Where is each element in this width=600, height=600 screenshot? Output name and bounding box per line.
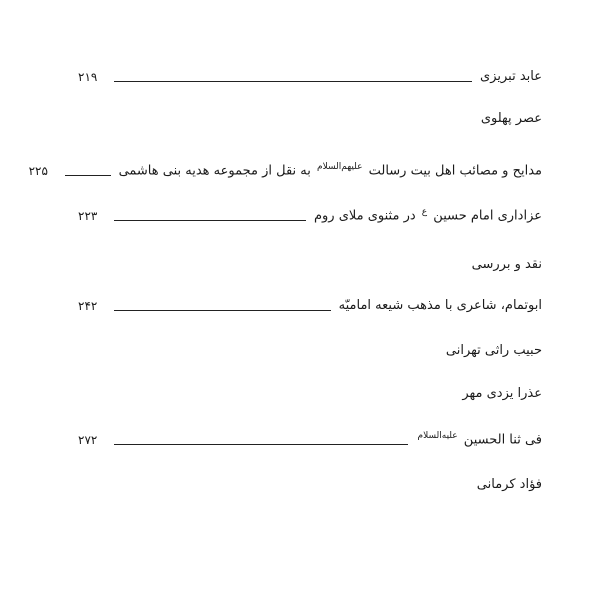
entry-title: عابد تبریزی — [480, 69, 542, 84]
toc-entry[interactable] — [78, 203, 542, 225]
toc-section-heading — [78, 252, 542, 274]
toc-section-heading — [78, 472, 542, 494]
section-heading-title: نقد و بررسی — [471, 257, 542, 272]
dotted-leader-line — [65, 175, 111, 176]
section-heading-title: حبیب راثی تهرانی — [445, 343, 542, 358]
section-heading-title: عذرا یزدی مهر — [462, 386, 542, 401]
toc-section-heading — [78, 106, 542, 128]
dotted-leader-line — [114, 310, 331, 311]
honorific-glyph-icon: علیه‌السلام — [417, 430, 458, 441]
section-heading-title: فؤاد کرمانی — [476, 477, 542, 492]
page-number: ۲۲۳ — [78, 209, 98, 223]
dotted-leader-line — [114, 220, 306, 221]
page-number: ۲۷۲ — [78, 433, 98, 447]
section-heading-title: عصر پهلوی — [480, 111, 542, 126]
entry-title-main: مدایح و مصائب اهل بیت رسالت — [368, 163, 542, 178]
page-number: ۲۲۵ — [28, 164, 48, 178]
honorific-glyph-icon: ع — [421, 206, 428, 217]
toc-entry[interactable] — [78, 293, 542, 315]
entry-title — [119, 158, 542, 180]
entry-title: ابوتمام، شاعری با مذهب شیعه امامیّه — [338, 298, 542, 313]
honorific-glyph-icon: علیهم‌السلام — [317, 161, 363, 172]
entry-title-suffix: در مثنوی ملای روم — [313, 208, 416, 223]
entry-title-main: فی ثنا الحسین — [463, 432, 542, 447]
toc-section-heading — [78, 381, 542, 403]
entry-title — [416, 427, 542, 449]
page-number: ۲۱۹ — [78, 70, 98, 84]
toc-entry[interactable] — [78, 427, 542, 449]
page-number: ۲۴۲ — [78, 299, 98, 313]
entry-title-main: عزاداری امام حسین — [433, 208, 542, 223]
toc-entry[interactable] — [78, 64, 542, 86]
entry-title-suffix: به نقل از مجموعه هدیه بنی هاشمی — [118, 163, 311, 178]
entry-title — [314, 203, 542, 225]
toc-section-heading — [78, 338, 542, 360]
toc-entry[interactable] — [28, 158, 542, 180]
dotted-leader-line — [114, 81, 472, 82]
dotted-leader-line — [114, 444, 408, 445]
